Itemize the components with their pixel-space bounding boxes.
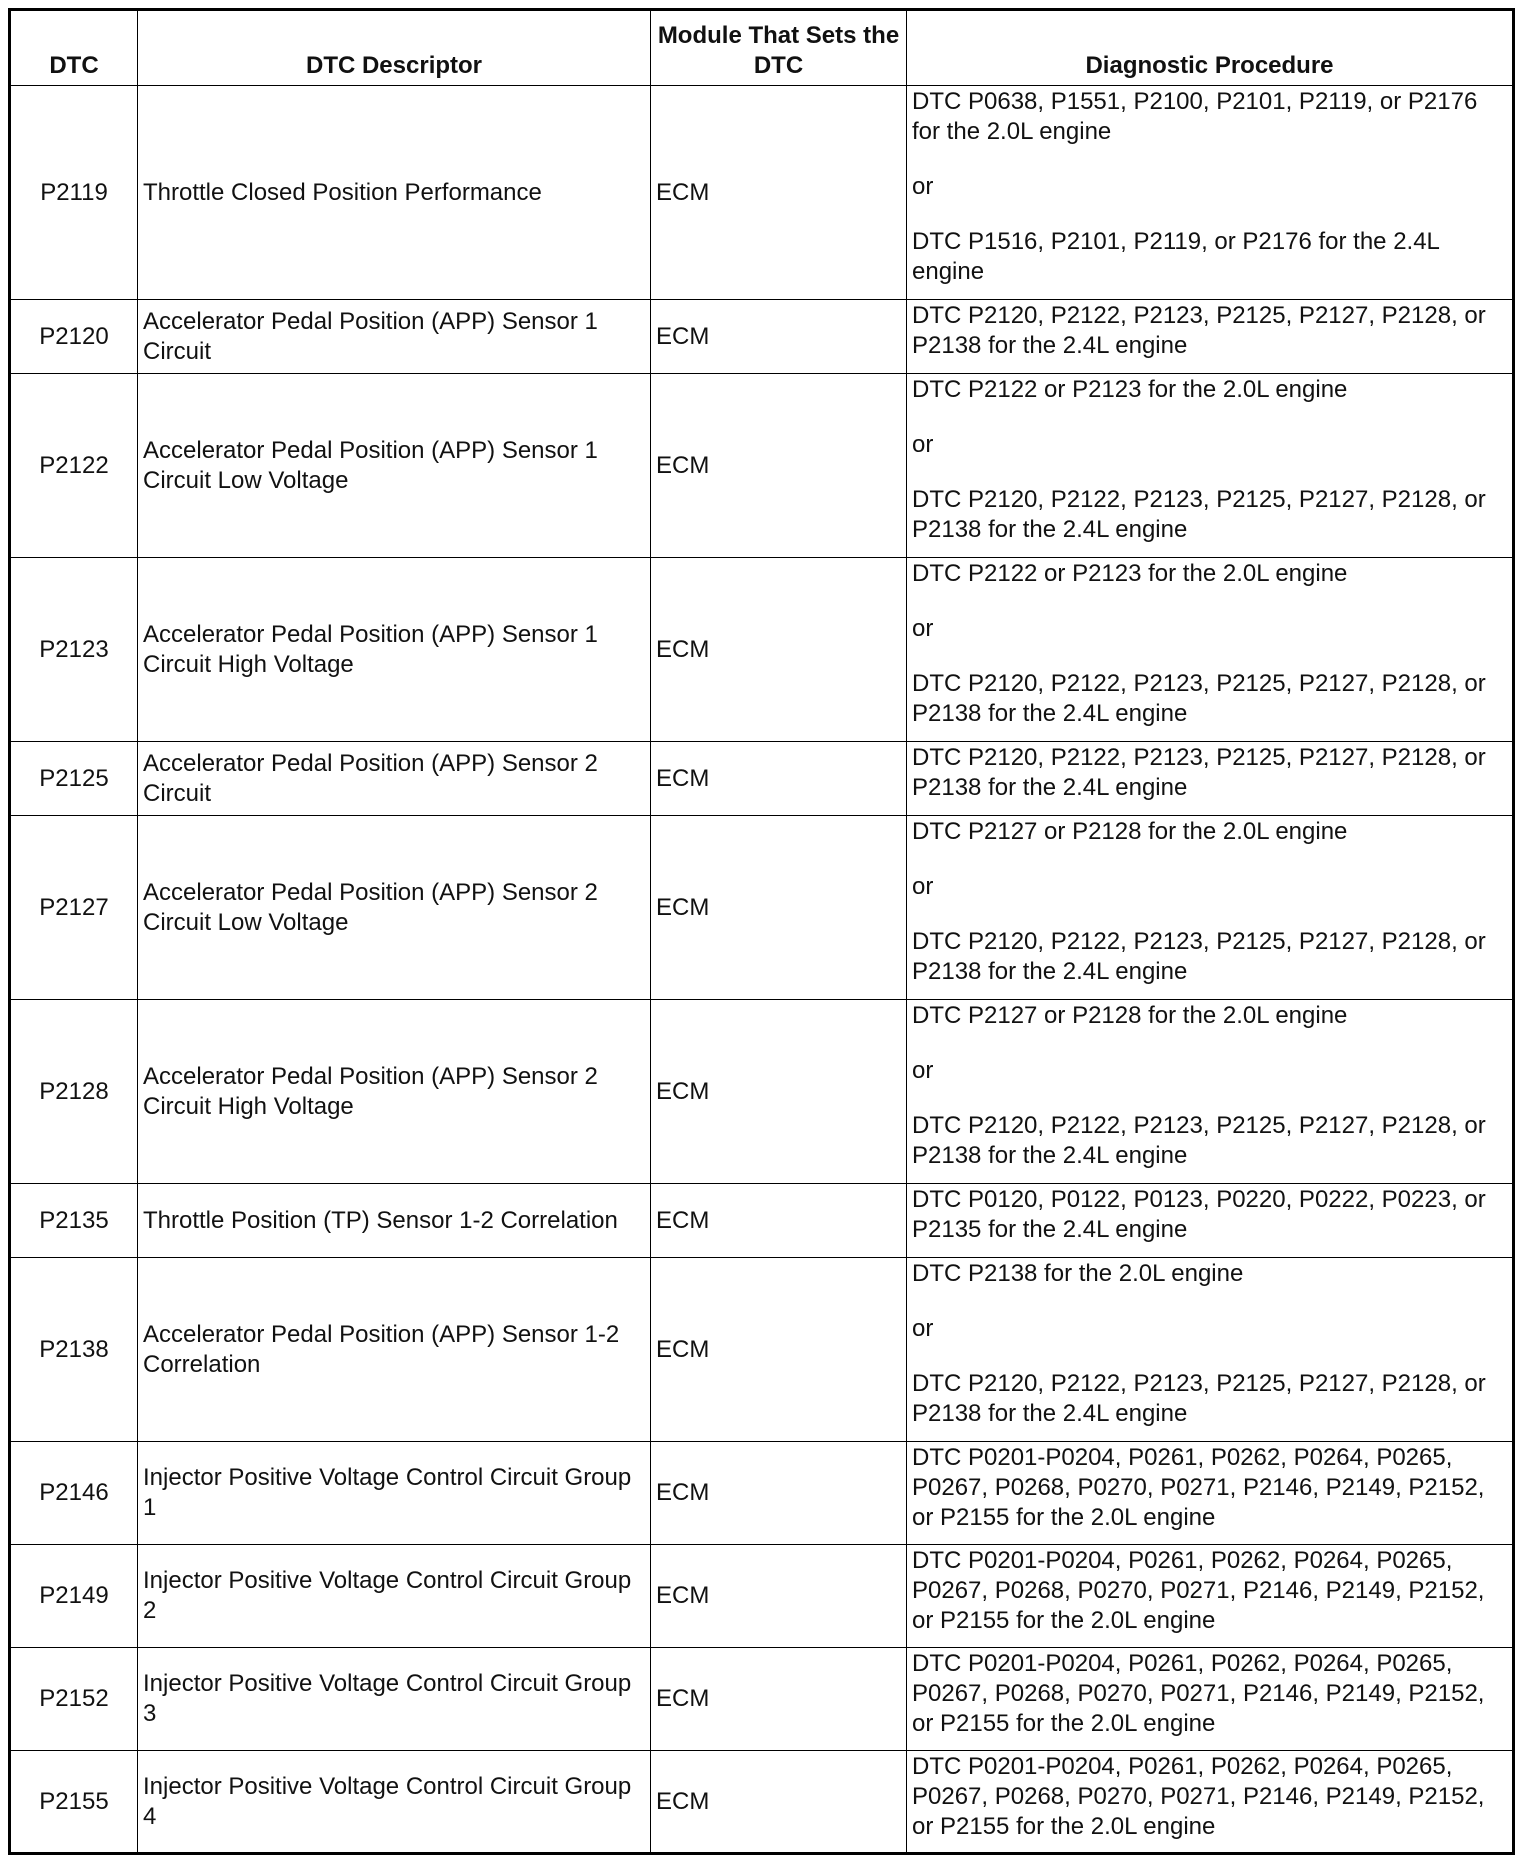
cell-dtc-code: P2125 xyxy=(10,742,138,816)
cell-module: ECM xyxy=(651,86,907,300)
cell-dtc-code: P2122 xyxy=(10,374,138,558)
procedure-paragraph: DTC P0120, P0122, P0123, P0220, P0222, P0223, or P2135 for the 2.4L engine xyxy=(912,1186,1486,1243)
cell-dtc-descriptor: Accelerator Pedal Position (APP) Sensor 1 Circuit Low Voltage xyxy=(138,374,651,558)
cell-dtc-descriptor: Injector Positive Voltage Control Circuit Group 1 xyxy=(138,1442,651,1545)
procedure-paragraph: DTC P2120, P2122, P2123, P2125, P2127, P2128, or P2138 for the 2.4L engine xyxy=(912,302,1486,359)
cell-diagnostic-procedure xyxy=(907,558,1514,742)
cell-diagnostic-procedure xyxy=(907,1648,1514,1751)
cell-diagnostic-procedure xyxy=(907,1751,1514,1854)
cell-diagnostic-procedure xyxy=(907,742,1514,816)
table-row xyxy=(10,1000,1514,1184)
procedure-paragraph: or xyxy=(912,173,934,200)
cell-dtc-code: P2120 xyxy=(10,300,138,374)
cell-diagnostic-procedure xyxy=(907,86,1514,300)
procedure-paragraph: DTC P2120, P2122, P2123, P2125, P2127, P2128, or P2138 for the 2.4L engine xyxy=(912,1370,1486,1427)
procedure-paragraph: DTC P2127 or P2128 for the 2.0L engine xyxy=(912,818,1348,845)
cell-module: ECM xyxy=(651,374,907,558)
header-procedure: Diagnostic Procedure xyxy=(907,10,1514,86)
procedure-paragraph: DTC P2127 or P2128 for the 2.0L engine xyxy=(912,1002,1348,1029)
cell-module: ECM xyxy=(651,1258,907,1442)
table-header xyxy=(10,10,1514,86)
cell-diagnostic-procedure xyxy=(907,1442,1514,1545)
cell-module: ECM xyxy=(651,1442,907,1545)
procedure-paragraph: or xyxy=(912,873,934,900)
cell-module: ECM xyxy=(651,558,907,742)
cell-dtc-descriptor: Throttle Position (TP) Sensor 1-2 Correlation xyxy=(138,1184,651,1258)
procedure-paragraph: or xyxy=(912,1057,934,1084)
cell-dtc-code: P2152 xyxy=(10,1648,138,1751)
table-row xyxy=(10,1545,1514,1648)
dtc-table xyxy=(8,8,1515,1855)
table-row xyxy=(10,742,1514,816)
table-row xyxy=(10,558,1514,742)
cell-dtc-descriptor: Accelerator Pedal Position (APP) Sensor 1-2 Correlation xyxy=(138,1258,651,1442)
cell-dtc-descriptor: Injector Positive Voltage Control Circuit Group 4 xyxy=(138,1751,651,1854)
procedure-paragraph: DTC P2120, P2122, P2123, P2125, P2127, P2128, or P2138 for the 2.4L engine xyxy=(912,1112,1486,1169)
table-row xyxy=(10,1751,1514,1854)
cell-module: ECM xyxy=(651,1751,907,1854)
cell-dtc-descriptor: Accelerator Pedal Position (APP) Sensor 1 Circuit High Voltage xyxy=(138,558,651,742)
table-row xyxy=(10,816,1514,1000)
cell-diagnostic-procedure xyxy=(907,1258,1514,1442)
header-module: Module That Sets the DTC xyxy=(651,10,907,86)
procedure-paragraph: DTC P2138 for the 2.0L engine xyxy=(912,1260,1244,1287)
cell-module: ECM xyxy=(651,1648,907,1751)
table-row xyxy=(10,1184,1514,1258)
cell-diagnostic-procedure xyxy=(907,300,1514,374)
header-descriptor: DTC Descriptor xyxy=(138,10,651,86)
cell-module: ECM xyxy=(651,816,907,1000)
cell-module: ECM xyxy=(651,742,907,816)
procedure-paragraph: or xyxy=(912,1315,934,1342)
table-row xyxy=(10,300,1514,374)
procedure-paragraph: DTC P0201-P0204, P0261, P0262, P0264, P0265, P0267, P0268, P0270, P0271, P2146, P2149, P2152, or P2155 for the 2.0L engine xyxy=(912,1547,1485,1634)
cell-dtc-descriptor: Accelerator Pedal Position (APP) Sensor 2 Circuit Low Voltage xyxy=(138,816,651,1000)
cell-module: ECM xyxy=(651,1184,907,1258)
cell-dtc-descriptor: Accelerator Pedal Position (APP) Sensor 2 Circuit High Voltage xyxy=(138,1000,651,1184)
procedure-paragraph: DTC P0201-P0204, P0261, P0262, P0264, P0265, P0267, P0268, P0270, P0271, P2146, P2149, P2152, or P2155 for the 2.0L engine xyxy=(912,1753,1485,1840)
cell-dtc-code: P2119 xyxy=(10,86,138,300)
cell-dtc-code: P2128 xyxy=(10,1000,138,1184)
cell-dtc-code: P2155 xyxy=(10,1751,138,1854)
cell-module: ECM xyxy=(651,1000,907,1184)
cell-dtc-code: P2149 xyxy=(10,1545,138,1648)
procedure-paragraph: DTC P0201-P0204, P0261, P0262, P0264, P0265, P0267, P0268, P0270, P0271, P2146, P2149, P2152, or P2155 for the 2.0L engine xyxy=(912,1650,1485,1737)
cell-diagnostic-procedure xyxy=(907,374,1514,558)
table-row xyxy=(10,1442,1514,1545)
procedure-paragraph: DTC P2120, P2122, P2123, P2125, P2127, P2128, or P2138 for the 2.4L engine xyxy=(912,744,1486,801)
cell-dtc-descriptor: Injector Positive Voltage Control Circuit Group 2 xyxy=(138,1545,651,1648)
cell-dtc-code: P2146 xyxy=(10,1442,138,1545)
procedure-paragraph: DTC P2122 or P2123 for the 2.0L engine xyxy=(912,560,1348,587)
cell-module: ECM xyxy=(651,300,907,374)
procedure-paragraph: or xyxy=(912,615,934,642)
table-row xyxy=(10,374,1514,558)
cell-dtc-code: P2127 xyxy=(10,816,138,1000)
cell-diagnostic-procedure xyxy=(907,1184,1514,1258)
procedure-paragraph: DTC P2120, P2122, P2123, P2125, P2127, P2128, or P2138 for the 2.4L engine xyxy=(912,670,1486,727)
procedure-paragraph: DTC P2120, P2122, P2123, P2125, P2127, P2128, or P2138 for the 2.4L engine xyxy=(912,486,1486,543)
procedure-paragraph: or xyxy=(912,431,934,458)
procedure-paragraph: DTC P2122 or P2123 for the 2.0L engine xyxy=(912,376,1348,403)
procedure-paragraph: DTC P1516, P2101, P2119, or P2176 for the 2.4L engine xyxy=(912,228,1440,285)
table-row xyxy=(10,1258,1514,1442)
cell-dtc-descriptor: Throttle Closed Position Performance xyxy=(138,86,651,300)
cell-dtc-code: P2138 xyxy=(10,1258,138,1442)
procedure-paragraph: DTC P0201-P0204, P0261, P0262, P0264, P0265, P0267, P0268, P0270, P0271, P2146, P2149, P2152, or P2155 for the 2.0L engine xyxy=(912,1444,1485,1531)
cell-diagnostic-procedure xyxy=(907,1000,1514,1184)
table-row xyxy=(10,86,1514,300)
cell-dtc-code: P2135 xyxy=(10,1184,138,1258)
cell-dtc-descriptor: Accelerator Pedal Position (APP) Sensor 1 Circuit xyxy=(138,300,651,374)
cell-dtc-code: P2123 xyxy=(10,558,138,742)
cell-dtc-descriptor: Accelerator Pedal Position (APP) Sensor 2 Circuit xyxy=(138,742,651,816)
cell-diagnostic-procedure xyxy=(907,816,1514,1000)
table-row xyxy=(10,1648,1514,1751)
header-row xyxy=(10,10,1514,86)
table-body xyxy=(10,86,1514,1854)
cell-module: ECM xyxy=(651,1545,907,1648)
cell-diagnostic-procedure xyxy=(907,1545,1514,1648)
cell-dtc-descriptor: Injector Positive Voltage Control Circuit Group 3 xyxy=(138,1648,651,1751)
header-dtc: DTC xyxy=(10,10,138,86)
procedure-paragraph: DTC P0638, P1551, P2100, P2101, P2119, or P2176 for the 2.0L engine xyxy=(912,88,1478,145)
procedure-paragraph: DTC P2120, P2122, P2123, P2125, P2127, P2128, or P2138 for the 2.4L engine xyxy=(912,928,1486,985)
